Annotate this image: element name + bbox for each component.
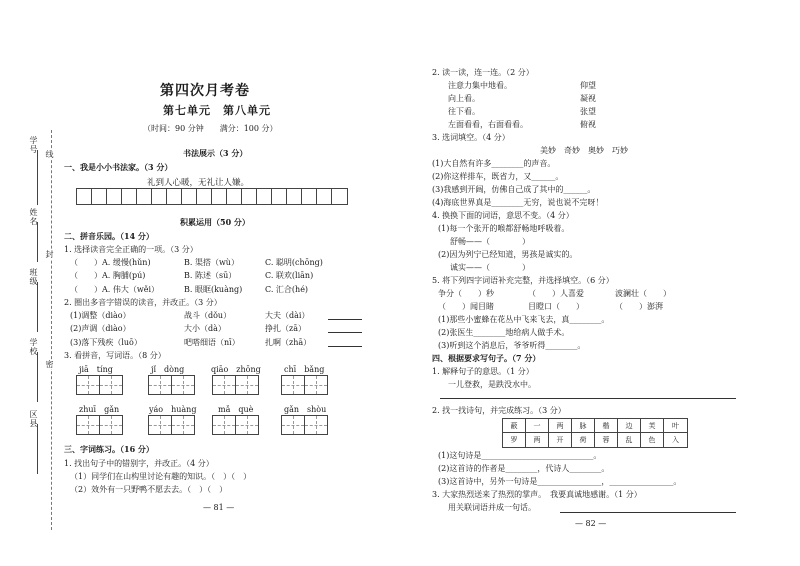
field-student-id-line[interactable] (37, 150, 38, 205)
s4-q1-title: 1. 解释句子的意思。（1 分） (432, 367, 534, 376)
poem-cell[interactable]: 开 (549, 433, 572, 447)
binding-mark-seal: 封 (45, 250, 54, 259)
r-q5-title: 5. 将下列四字词语补充完整，并选择填空。（6 分） (432, 276, 614, 285)
poem-cell[interactable]: 脉 (572, 419, 595, 433)
q1-row-3-b: B. 眼眶(kuàng) (184, 285, 243, 294)
writing-box[interactable] (99, 415, 123, 435)
field-school-label: 学校 (29, 338, 38, 356)
section-2-heading: 二、拼音乐园。（14 分） (64, 231, 154, 241)
writing-box[interactable] (148, 415, 172, 435)
poem-cell[interactable]: 边 (618, 419, 641, 433)
page-number-left: — 81 — (203, 503, 235, 512)
r-q3-item-2: (2)你这样排车，既省力，又______。 (432, 172, 564, 181)
q1-row-1-b: B. 渠搭（wù） (184, 258, 239, 267)
r-q5-item-2: (2)张医生________地给病人做手术。 (438, 328, 570, 337)
q1-row-3-a: （ ）A. 伟大（wěi） (70, 285, 160, 294)
binding-mark-line: 线 (45, 150, 54, 159)
writing-box[interactable] (76, 415, 100, 435)
q2-answer-line-2[interactable] (328, 332, 362, 333)
s4-q1-answer-line[interactable] (440, 398, 736, 399)
q2-row-2-c: 挣扎（zā） (265, 324, 306, 333)
connect-left-4: 左面看看，右面看看。 (448, 120, 528, 129)
pinyin-7: mǎ què (218, 405, 254, 414)
section-3-heading: 三、字词练习。（16 分） (64, 444, 154, 454)
part-title-accumulation: 积累运用（50 分） (180, 217, 250, 227)
field-name-line[interactable] (37, 222, 38, 262)
poem-cell[interactable]: 芙 (641, 419, 664, 433)
idiom-5: 目瞪口（ ） (528, 302, 584, 311)
field-school-line[interactable] (37, 352, 38, 402)
part-title-calligraphy: 书法展示（3 分） (183, 148, 248, 158)
field-class-line[interactable] (37, 282, 38, 332)
connect-left-1: 注意力集中地看。 (448, 81, 512, 90)
q1-row-1-a: （ ）A. 缓慢(hǔn) (70, 258, 151, 267)
r-q4-title: 4. 换换下面的词语，意思不变。（4 分） (432, 211, 574, 220)
r-q4-1-answer[interactable]: 舒畅——（ ） (450, 237, 530, 246)
r-q3-item-1: (1)大自然有许多________的声音。 (432, 159, 556, 168)
field-name-label: 姓名 (29, 208, 38, 226)
field-district-line[interactable] (37, 424, 38, 474)
idiom-6: （ ）澎湃 (615, 302, 663, 311)
calligraphy-sentence: 礼到人心暖，无礼让人嫌。 (147, 178, 250, 188)
r-q4-2: (2)因为列宁已经知道，男孩是诚实的。 (438, 250, 578, 259)
q1-row-2-c: C. 联欢(liān) (265, 271, 314, 280)
r-q4-1: (1)每一个张开的喉都舒畅地呼吸着。 (438, 224, 570, 233)
q2-row-2-b: 大小（dà） (184, 324, 226, 333)
q2-row-3-b: 吧嗒细语（nī） (184, 338, 240, 347)
s3-q1-title: 1. 找出句子中的错别字，并改正。（4 分） (64, 459, 214, 468)
q2-title: 2. 圈出多音字错误的读音，并改正。（3 分） (64, 298, 222, 307)
r-q3-item-4: (4)海底世界真是________无穷，说也说不完呀！ (432, 198, 604, 207)
exam-subtitle: 第七单元 第八单元 (163, 104, 271, 117)
pinyin-1: jiā tíng (79, 365, 113, 374)
poem-cell[interactable]: 楷 (595, 419, 618, 433)
pinyin-5: zhuī gǎn (79, 405, 120, 414)
poem-cell[interactable]: 荷 (572, 433, 595, 447)
s4-q3-instruction: 用关联词语并成一句话。 (448, 503, 536, 512)
q1-row-2-b: B. 陈述（sū） (184, 271, 237, 280)
poem-cell[interactable]: 色 (641, 433, 664, 447)
section-4-heading: 四、根据要求写句子。（7 分） (432, 353, 541, 363)
connect-right-2: 凝视 (580, 94, 596, 103)
idiom-4: （ ）闻目睹 (438, 302, 494, 311)
q2-row-3-a: (3)落下残疾（luō） (70, 338, 142, 347)
writing-box[interactable] (281, 375, 305, 395)
field-district-label: 区县 (29, 410, 38, 428)
poem-cell[interactable]: 一 (526, 419, 549, 433)
writing-box[interactable] (76, 375, 100, 395)
r-q3-item-3: (3)我感到开阔，仿佛自己成了其中的______。 (432, 185, 596, 194)
poem-cell[interactable]: 两 (549, 419, 572, 433)
page-number-right: — 82 — (575, 519, 607, 528)
idiom-2: （ ）人喜爱 (528, 289, 584, 298)
connect-right-1: 仰望 (580, 81, 596, 90)
writing-box[interactable] (212, 415, 236, 435)
idiom-1: 争分（ ）秒 (438, 289, 494, 298)
writing-box[interactable] (212, 375, 236, 395)
writing-box[interactable] (304, 415, 328, 435)
pinyin-8: gǎn shòu (284, 405, 327, 414)
q2-row-1-a: (1)调整（diào） (70, 311, 131, 320)
pinyin-6: yáo huàng (149, 405, 197, 414)
poem-cell[interactable]: 叶 (664, 419, 687, 433)
poem-cell[interactable]: 罗 (503, 433, 526, 447)
poem-character-grid (502, 418, 688, 448)
exam-title: 第四次月考卷 (160, 83, 250, 99)
pinyin-4: chī bǎng (284, 365, 325, 374)
pinyin-2: jǐ dòng (151, 365, 185, 374)
s4-q1-sentence: 一儿登救，是跌没水中。 (448, 380, 536, 389)
poem-cell[interactable]: 两 (526, 433, 549, 447)
connect-left-3: 往下看。 (448, 107, 480, 116)
writing-box[interactable] (171, 375, 195, 395)
s4-q2-item-3: (3)这首诗中，另外一句诗是________________，________________。 (438, 477, 682, 486)
r-q5-item-3: (3)听到这个消息后，爷爷听得________。 (438, 341, 586, 350)
idiom-3: 波澜壮（ ） (615, 289, 671, 298)
q3-title: 3. 看拼音，写词语。（8 分） (64, 351, 166, 360)
writing-box[interactable] (99, 375, 123, 395)
s4-q2-item-2: (2)这首诗的作者是________，代诗人________。 (438, 464, 610, 473)
field-student-id-label: 学号 (29, 136, 38, 154)
s4-q2-title: 2. 找一找诗句，并完成练习。（3 分） (432, 406, 566, 415)
binding-dash-line (51, 130, 52, 530)
poem-cell[interactable]: 蔽 (503, 419, 526, 433)
q2-answer-line-1[interactable] (328, 319, 362, 320)
q1-row-3-c: C. 汇合(hé) (265, 285, 309, 294)
q1-row-1-c: C. 聪明(chōng) (265, 258, 323, 267)
q2-row-2-a: (2)声调（diào） (70, 324, 131, 333)
poem-cell[interactable]: 乱 (618, 433, 641, 447)
exam-time-info: （时间：90 分钟 满分：100 分） (143, 124, 278, 133)
poem-cell[interactable]: 入 (672, 436, 679, 444)
poem-cell[interactable]: 蓉 (595, 433, 618, 447)
r-q4-2-answer[interactable]: 诚实——（ ） (450, 263, 530, 272)
s4-q2-item-1: (1)这句诗是____________________________。 (438, 451, 602, 460)
binding-mark-secret: 密 (45, 360, 54, 369)
writing-box[interactable] (235, 415, 259, 435)
pinyin-3: qiāo zhōng (211, 365, 261, 374)
section-1-heading: 一、我是小小书法家。（3 分） (64, 162, 173, 172)
connect-right-3: 张望 (580, 107, 596, 116)
writing-box[interactable] (148, 375, 172, 395)
s3-q1-item-1: （1）同学们在山构里讨论有趣的知识。（ ）（ ） (70, 472, 252, 481)
field-class-label: 班级 (29, 268, 38, 286)
r-q3-title: 3. 选词填空。（4 分） (432, 133, 510, 142)
calligraphy-grid[interactable] (76, 188, 348, 205)
q2-row-1-b: 战斗（dǒu） (184, 311, 232, 320)
connect-right-4: 俯视 (580, 120, 596, 129)
connect-left-2: 向上看。 (448, 94, 480, 103)
q1-title: 1. 选择读音完全正确的一项。（3 分） (64, 245, 198, 254)
r-q2-title: 2. 读一读，连一连。（2 分） (432, 68, 534, 77)
q2-row-3-c: 扎啊（zhā） (265, 338, 312, 347)
writing-box[interactable] (235, 375, 259, 395)
q1-row-2-a: （ ）A. 胸脯(pú) (70, 271, 146, 280)
writing-box[interactable] (171, 415, 195, 435)
word-bank: 美妙 奇妙 奥妙 巧妙 (540, 146, 628, 155)
r-q5-item-1: (1)那些小蜜蜂在花丛中飞来飞去，真________。 (438, 315, 610, 324)
q2-answer-line-3[interactable] (328, 346, 362, 347)
s3-q1-item-2: （2）效外有一只野鸭不愿去去。（ ）（ ） (70, 485, 228, 494)
q2-row-1-c: 大夫（dài） (265, 311, 310, 320)
s4-q3-title: 3. 大家热烈送来了热烈的掌声。 我要真诚地感谢。（1 分） (432, 490, 642, 499)
s4-q3-answer-line[interactable] (560, 512, 736, 513)
writing-box[interactable] (304, 375, 328, 395)
writing-box[interactable] (281, 415, 305, 435)
